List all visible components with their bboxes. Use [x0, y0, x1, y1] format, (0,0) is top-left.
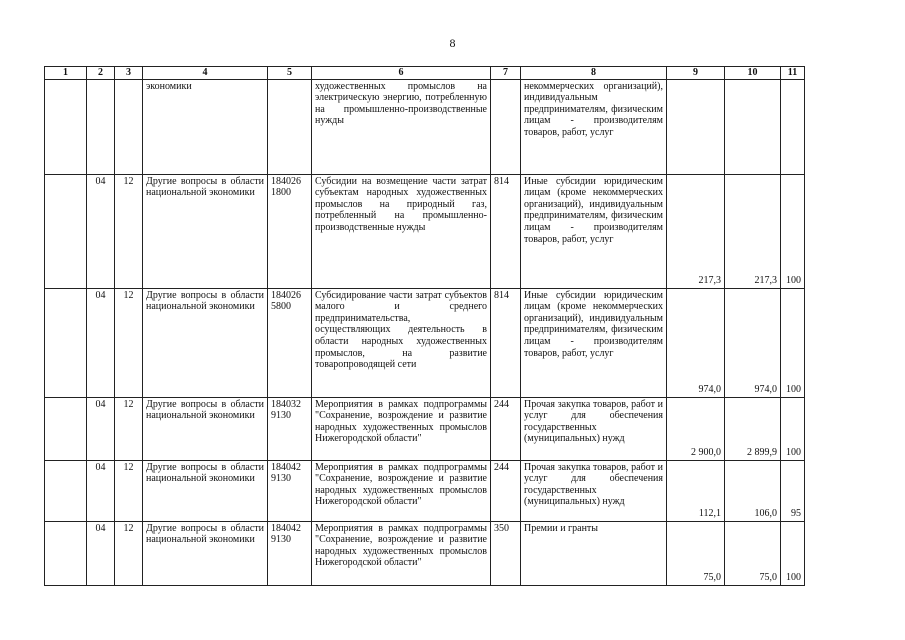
- table-row: [45, 460, 805, 521]
- cell-expense-code: 244: [491, 397, 521, 460]
- header-row: [45, 67, 805, 80]
- cell-plan: [667, 79, 725, 174]
- cell-actual: 2 899,9: [725, 397, 781, 460]
- cell-target-code: 184042 9130: [268, 521, 312, 585]
- budget-table: [44, 66, 805, 586]
- cell-expense-name: Прочая закупка товаров, работ и услуг для обеспечения государственных (муниципальных) нужд: [521, 397, 667, 460]
- cell-plan: 2 900,0: [667, 397, 725, 460]
- cell-target-name: Мероприятия в рамках подпрограммы "Сохранение, возрождение и развитие народных художественных промыслов Нижегородской области": [312, 521, 491, 585]
- cell-col1: [45, 174, 87, 288]
- cell-expense-name: Прочая закупка товаров, работ и услуг для обеспечения государственных (муниципальных) нужд: [521, 460, 667, 521]
- cell-percent: 100: [781, 521, 805, 585]
- cell-section-name: Другие вопросы в области национальной экономики: [143, 288, 268, 397]
- cell-subsection: 12: [115, 174, 143, 288]
- col-header: 6: [312, 67, 491, 80]
- cell-section: 04: [87, 460, 115, 521]
- cell-subsection: 12: [115, 288, 143, 397]
- cell-target-name: Мероприятия в рамках подпрограммы "Сохранение, возрождение и развитие народных художественных промыслов Нижегородской области": [312, 397, 491, 460]
- cell-target-name: Субсидирование части затрат субъектов малого и среднего предпринимательства, осуществляющих деятельность в области народных художественных промыслов, на развитие товаропроводящей сети: [312, 288, 491, 397]
- table-row: [45, 521, 805, 585]
- col-header: 3: [115, 67, 143, 80]
- cell-expense-code: 814: [491, 288, 521, 397]
- cell-actual: 217,3: [725, 174, 781, 288]
- cell-subsection: 12: [115, 521, 143, 585]
- cell-subsection: 12: [115, 397, 143, 460]
- cell-expense-name: Иные субсидии юридическим лицам (кроме некоммерческих организаций), индивидуальным предпринимателям, физическим лицам - производителям товаров, работ, услуг: [521, 288, 667, 397]
- cell-target-code: [268, 79, 312, 174]
- cell-section: [87, 79, 115, 174]
- cell-percent: [781, 79, 805, 174]
- table-row: [45, 174, 805, 288]
- cell-expense-name: Иные субсидии юридическим лицам (кроме некоммерческих организаций), индивидуальным предпринимателям, физическим лицам - производителям товаров, работ, услуг: [521, 174, 667, 288]
- col-header: 4: [143, 67, 268, 80]
- cell-expense-name: Премии и гранты: [521, 521, 667, 585]
- page-number: 8: [449, 36, 456, 50]
- cell-col1: [45, 460, 87, 521]
- cell-plan: 75,0: [667, 521, 725, 585]
- cell-actual: [725, 79, 781, 174]
- col-header: 10: [725, 67, 781, 80]
- col-header: 5: [268, 67, 312, 80]
- cell-col1: [45, 397, 87, 460]
- cell-percent: 100: [781, 288, 805, 397]
- col-header: 7: [491, 67, 521, 80]
- cell-target-code: 184042 9130: [268, 460, 312, 521]
- col-header: 11: [781, 67, 805, 80]
- cell-section: 04: [87, 288, 115, 397]
- cell-subsection: [115, 79, 143, 174]
- cell-actual: 75,0: [725, 521, 781, 585]
- cell-percent: 100: [781, 397, 805, 460]
- cell-section: 04: [87, 521, 115, 585]
- cell-col1: [45, 79, 87, 174]
- col-header: 9: [667, 67, 725, 80]
- cell-section-name: Другие вопросы в области национальной экономики: [143, 397, 268, 460]
- cell-col1: [45, 288, 87, 397]
- cell-section-name: Другие вопросы в области национальной экономики: [143, 174, 268, 288]
- cell-expense-code: 244: [491, 460, 521, 521]
- cell-plan: 217,3: [667, 174, 725, 288]
- col-header: 8: [521, 67, 667, 80]
- table-row: [45, 79, 805, 174]
- table-row: [45, 288, 805, 397]
- cell-plan: 974,0: [667, 288, 725, 397]
- table-row: [45, 397, 805, 460]
- cell-section-name: Другие вопросы в области национальной экономики: [143, 521, 268, 585]
- col-header: 2: [87, 67, 115, 80]
- cell-target-name: художественных промыслов на электрическую энергию, потребленную на промышленно-производственные нужды: [312, 79, 491, 174]
- cell-expense-name: некоммерческих организаций), индивидуальным предпринимателям, физическим лицам - производителям товаров, работ, услуг: [521, 79, 667, 174]
- cell-percent: 95: [781, 460, 805, 521]
- col-header: 1: [45, 67, 87, 80]
- cell-section: 04: [87, 174, 115, 288]
- cell-col1: [45, 521, 87, 585]
- cell-expense-code: 814: [491, 174, 521, 288]
- cell-section: 04: [87, 397, 115, 460]
- cell-actual: 106,0: [725, 460, 781, 521]
- cell-percent: 100: [781, 174, 805, 288]
- cell-plan: 112,1: [667, 460, 725, 521]
- cell-section-name: экономики: [143, 79, 268, 174]
- cell-section-name: Другие вопросы в области национальной экономики: [143, 460, 268, 521]
- cell-target-name: Мероприятия в рамках подпрограммы "Сохранение, возрождение и развитие народных художественных промыслов Нижегородской области": [312, 460, 491, 521]
- cell-expense-code: [491, 79, 521, 174]
- cell-subsection: 12: [115, 460, 143, 521]
- cell-target-code: 184026 5800: [268, 288, 312, 397]
- cell-target-code: 184032 9130: [268, 397, 312, 460]
- cell-target-code: 184026 1800: [268, 174, 312, 288]
- cell-actual: 974,0: [725, 288, 781, 397]
- cell-target-name: Субсидии на возмещение части затрат субъектам народных художественных промыслов на природный газ, потребленный на промышленно-производственные нужды: [312, 174, 491, 288]
- cell-expense-code: 350: [491, 521, 521, 585]
